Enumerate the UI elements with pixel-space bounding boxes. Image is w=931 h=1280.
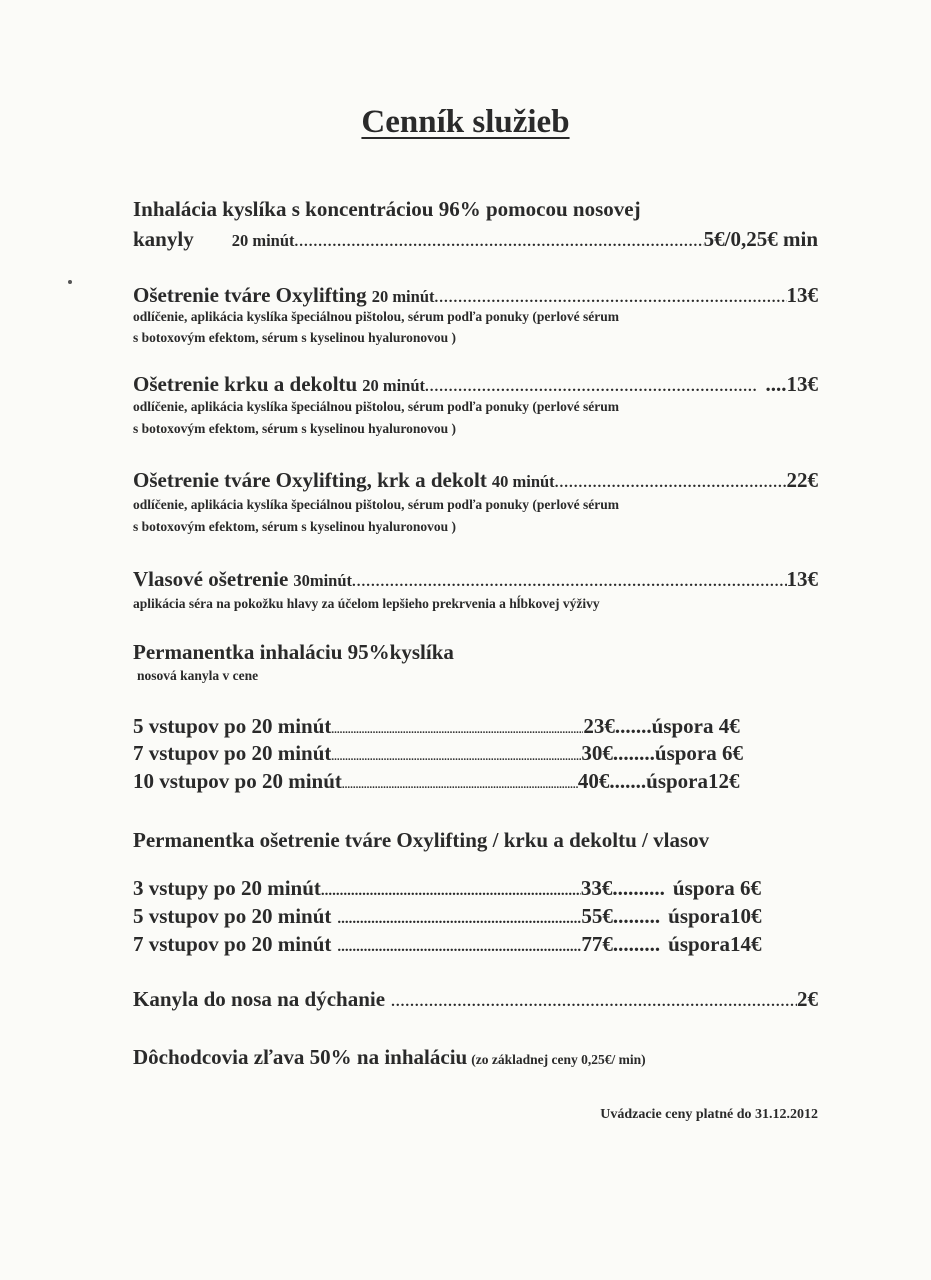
pass-price: 40€ xyxy=(577,769,610,793)
pass-label: 7 vstupov po 20 minút xyxy=(133,741,332,765)
pass-row xyxy=(133,876,761,901)
inhalation-price: 5€/0,25€ min xyxy=(703,227,818,251)
service-name: Ošetrenie krku a dekoltu xyxy=(133,372,358,396)
cannula-row xyxy=(133,987,818,1012)
pass-inhalation-heading: Permanentka inhaláciu 95%kyslíka xyxy=(133,640,454,664)
service-time: 40 minút xyxy=(491,472,555,491)
leader-dots xyxy=(337,939,581,956)
pass-price: 77€ xyxy=(581,932,613,956)
pass-row xyxy=(133,769,740,794)
pass-price: 55€ xyxy=(581,904,613,928)
pass-separator: ....... xyxy=(614,714,652,738)
leader-dots xyxy=(435,290,787,307)
service-description: s botoxovým efektom, sérum s kyselinou hyaluronovou ) xyxy=(133,421,457,436)
service-time: 30minút xyxy=(293,571,353,590)
pass-row xyxy=(133,741,743,766)
pass-price: 33€ xyxy=(580,876,613,900)
paper-speck xyxy=(68,280,72,284)
pass-row xyxy=(133,714,740,739)
leader-dots xyxy=(321,883,581,900)
service-price: 13€ xyxy=(786,567,818,591)
service-description: odlíčenie, aplikácia kyslíka špeciálnou pištolou, sérum podľa ponuky (perlové sérum xyxy=(133,497,620,512)
pass-label: 5 vstupov po 20 minút xyxy=(133,904,332,928)
inhalation-time: 20 minút xyxy=(231,231,295,250)
validity-note: Uvádzacie ceny platné do 31.12.2012 xyxy=(600,1107,818,1122)
service-row xyxy=(133,567,818,592)
pass-separator: ......... xyxy=(612,932,661,956)
service-time: 20 minút xyxy=(362,376,426,395)
pass-saving: úspora 4€ xyxy=(651,714,740,738)
service-name: Vlasové ošetrenie xyxy=(133,567,289,591)
inhalation-price-row xyxy=(133,227,818,252)
service-description: odlíčenie, aplikácia kyslíka špeciálnou pištolou, sérum podľa ponuky (perlové sérum xyxy=(133,399,620,414)
pensioner-discount-text: Dôchodcovia zľava 50% na inhaláciu xyxy=(133,1045,468,1069)
pass-saving: úspora 6€ xyxy=(654,741,743,765)
leader-dots xyxy=(295,234,704,251)
pass-saving: úspora10€ xyxy=(668,904,762,928)
pass-row xyxy=(133,932,762,957)
leader-dots xyxy=(331,724,583,736)
pass-separator: ......... xyxy=(612,904,661,928)
leader-dots xyxy=(337,911,581,928)
service-price: 13€ xyxy=(786,283,818,307)
pass-separator: ....... xyxy=(609,769,647,793)
leader-dots xyxy=(425,379,757,396)
leader-dots xyxy=(391,994,797,1011)
pass-separator: .......... xyxy=(612,876,665,900)
cannula-label: Kanyla do nosa na dýchanie xyxy=(133,987,386,1011)
service-description: odlíčenie, aplikácia kyslíka špeciálnou pištolou, sérum podľa ponuky (perlové sérum xyxy=(133,309,620,324)
service-description: s botoxovým efektom, sérum s kyselinou hyaluronovou ) xyxy=(133,330,457,345)
pass-saving: úspora12€ xyxy=(646,769,740,793)
pass-label: 3 vstupy po 20 minút xyxy=(133,876,321,900)
pass-label: 5 vstupov po 20 minút xyxy=(133,714,332,738)
inhalation-label: kanyly xyxy=(133,227,194,251)
pass-separator: ........ xyxy=(612,741,655,765)
leader-dots xyxy=(331,751,581,763)
service-name: Ošetrenie tváre Oxylifting xyxy=(133,283,367,307)
service-name: Ošetrenie tváre Oxylifting, krk a dekolt xyxy=(133,468,487,492)
pass-label: 10 vstupov po 20 minút xyxy=(133,769,342,793)
leader-dots xyxy=(555,475,787,492)
pass-label: 7 vstupov po 20 minút xyxy=(133,932,332,956)
service-row xyxy=(133,372,818,397)
pensioner-discount-note: (zo základnej ceny 0,25€/ min) xyxy=(471,1052,646,1067)
cannula-price: 2€ xyxy=(797,987,818,1011)
service-row xyxy=(133,283,818,308)
pass-inhalation-note: nosová kanyla v cene xyxy=(137,668,259,683)
pass-price: 23€ xyxy=(583,714,615,738)
pass-row xyxy=(133,904,762,929)
page-title: Cenník služieb xyxy=(361,104,570,140)
service-description: aplikácia séra na pokožku hlavy za účelom lepšieho prekrvenia a hĺbkovej výživy xyxy=(133,596,600,611)
service-time: 20 minút xyxy=(371,287,435,306)
service-description: s botoxovým efektom, sérum s kyselinou hyaluronovou ) xyxy=(133,519,457,534)
inhalation-heading: Inhalácia kyslíka s koncentráciou 96% pomocou nosovej xyxy=(133,197,641,221)
leader-dots xyxy=(352,574,786,591)
pass-price: 30€ xyxy=(581,741,613,765)
service-row xyxy=(133,468,818,493)
leader-dots xyxy=(342,779,578,791)
pass-treatment-heading: Permanentka ošetrenie tváre Oxylifting / krku a dekoltu / vlasov xyxy=(133,828,710,852)
service-price: ....13€ xyxy=(765,372,818,396)
pass-saving: úspora 6€ xyxy=(672,876,761,900)
service-price: 22€ xyxy=(786,468,818,492)
pass-saving: úspora14€ xyxy=(668,932,762,956)
pensioner-discount xyxy=(133,1045,646,1070)
